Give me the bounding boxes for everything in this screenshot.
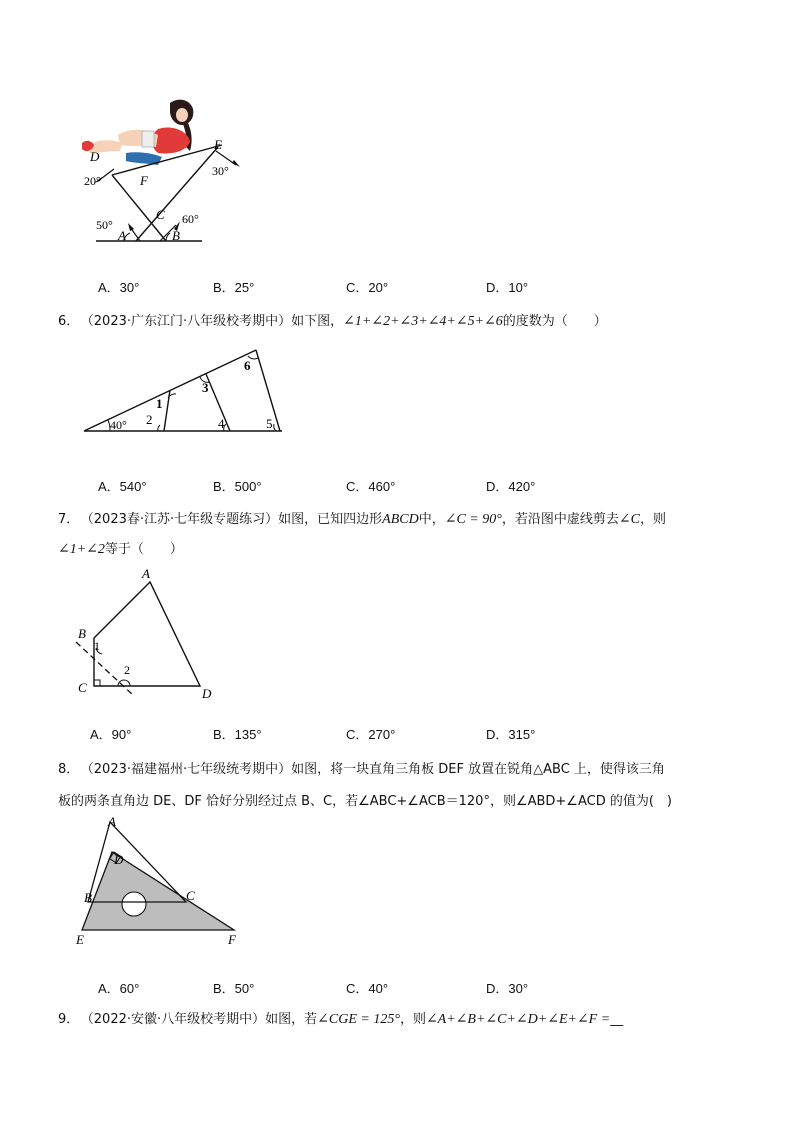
q9-number: 9． [58,1012,80,1027]
q6-figure [80,344,290,436]
q5-label-e: E [214,137,222,152]
q5-label-b: B [172,228,180,243]
q6-text-pre: 如下图， [291,314,344,329]
q9-math1: ∠CGE = 125° [317,1012,400,1027]
q8-label-e: E [76,932,84,947]
q6-option-d[interactable]: D．420° [486,479,536,494]
q8-label-b: B [84,890,92,905]
q7-label-a: A [142,566,150,581]
q7-text-end: ，则 [639,512,666,527]
q8-option-d[interactable]: D．30° [486,981,529,996]
q7-text-post: ，若沿图中虚线剪去 [501,512,619,527]
q8-figure [74,814,250,950]
q7-label-d: D [202,686,212,701]
q6-option-b[interactable]: B．500° [213,479,262,494]
q8-option-a[interactable]: A．60° [98,981,140,996]
q6-text-post: 的度数为（ ） [502,314,607,329]
q8-label-c: C [186,888,195,903]
q5-label-a: A [118,228,126,243]
q5-angle-30: 30° [212,164,229,178]
q8-label-d: D [114,852,124,867]
q5-figure [78,95,248,250]
q7-label-b: B [78,626,86,641]
q7-math-c2: ∠C [618,512,640,527]
q9-math2: ∠A+∠B+∠C+∠D+∠E+∠F = [425,1012,611,1027]
q6-option-a[interactable]: A．540° [98,479,147,494]
q7-label-c: C [78,680,87,695]
q6-angle-40: 40° [110,418,127,432]
q7-math-sum: ∠1+∠2 [58,542,105,557]
q5-option-c[interactable]: C．20° [346,280,389,295]
q7-option-c[interactable]: C．270° [346,727,396,742]
q6-source: （2023·广东江门·八年级校考期中） [87,314,292,329]
q8-source: （2023·福建福州·七年级统考期中） [87,762,292,777]
q9-text-pre: 如图，若 [265,1012,318,1027]
q6-option-c[interactable]: C．460° [346,479,396,494]
q8-label-a: A [108,814,116,829]
q9-text-mid: ，则 [399,1012,426,1027]
q7-label-1: 1 [94,639,100,653]
q8-stem-line2 [58,790,672,809]
q9-stem [58,1008,623,1028]
q8-line1: 如图，将一块直角三角板 DEF 放置在锐角△ABC 上，使得该三角 [291,762,665,777]
q5-label-d: D [90,149,100,164]
q7-text-pre: 如图，已知四边形 [278,512,383,527]
q6-number: 6． [58,314,80,329]
q7-option-b[interactable]: B．135° [213,727,262,742]
q7-option-a[interactable]: A．90° [90,727,132,742]
q7-label-2: 2 [124,663,130,677]
q5-option-a[interactable]: A．30° [98,280,140,295]
q6-label-1: 1 [156,396,163,411]
q7-stem-line1 [58,508,666,528]
q7-source: （2023春·江苏·七年级专题练习） [87,512,279,527]
q6-stem [58,310,607,330]
q8-line2: 板的两条直角边 DE、DF 恰好分别经过点 B、C，若∠ABC+∠ACB＝120°，则∠ABD+∠ACD 的值为( ) [58,794,672,809]
q5-angle-60: 60° [182,212,199,226]
q8-stem-line1 [58,758,665,777]
q5-angle-20: 20° [84,174,101,188]
q6-label-5: 5 [266,416,273,431]
q9-source: （2022·安徽·八年级校考期中） [87,1012,266,1027]
q5-option-b[interactable]: B．25° [213,280,255,295]
q7-figure [72,566,232,704]
q7-option-d[interactable]: D．315° [486,727,536,742]
q5-label-f: F [140,173,148,188]
q9-blank[interactable]: __ [610,1012,624,1027]
q8-label-f: F [228,932,236,947]
q8-number: 8． [58,762,80,777]
q7-math-c: ∠C = 90° [444,512,502,527]
q7-stem-line2 [58,538,183,558]
q8-option-c[interactable]: C．40° [346,981,389,996]
q5-angle-50: 50° [96,218,113,232]
q7-number: 7． [58,512,80,527]
q6-label-6: 6 [244,358,251,373]
q7-text-line2: 等于（ ） [104,542,183,557]
q7-text-mid: 中， [418,512,445,527]
q5-option-d[interactable]: D．10° [486,280,529,295]
q6-label-2: 2 [146,412,153,427]
q5-label-c: C [156,207,165,222]
q6-label-4: 4 [218,416,225,431]
q7-math-abcd: ABCD [382,512,419,527]
q8-option-b[interactable]: B．50° [213,981,255,996]
q6-math: ∠1+∠2+∠3+∠4+∠5+∠6 [343,314,503,329]
q6-label-3: 3 [202,380,209,395]
